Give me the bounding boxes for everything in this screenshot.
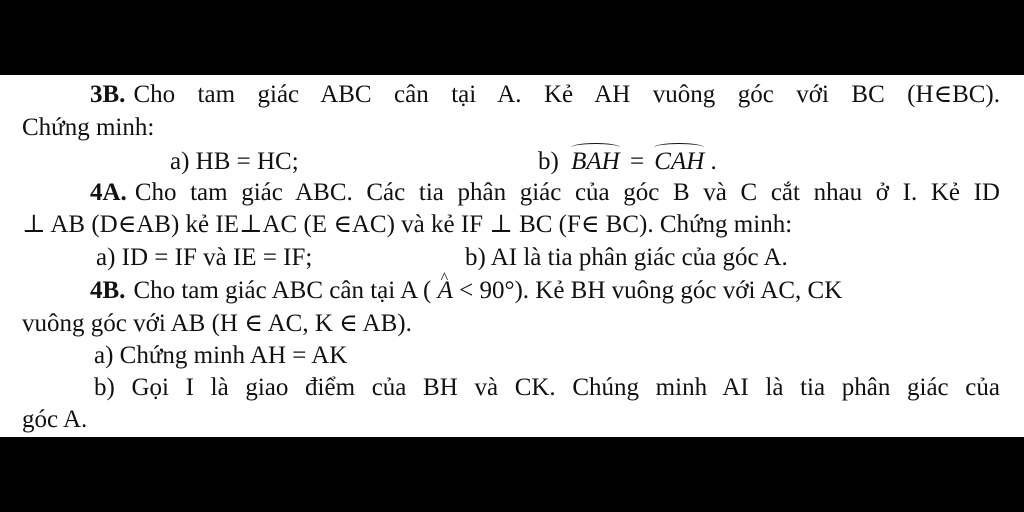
problem-4a-label: 4A. bbox=[90, 179, 127, 206]
problem-3b-line2: Chứng minh: bbox=[22, 114, 155, 141]
angle-a-hat: ^ A bbox=[438, 276, 453, 306]
problem-4a-part-b: b) AI là tia phân giác của góc A. bbox=[465, 244, 788, 271]
document-page bbox=[0, 75, 1024, 437]
problem-4a-line2: ⊥ AB (D∈AB) kẻ IE⊥AC (E ∈AC) và kẻ IF ⊥ BC (F∈ BC). Chứng minh: bbox=[22, 211, 793, 238]
problem-4a-text: Cho tam giác ABC. Các tia phân giác của góc B và C cắt nhau ở I. Kẻ ID bbox=[134, 179, 1000, 206]
problem-3b-part-b bbox=[538, 147, 717, 177]
angle-bah: BAH bbox=[571, 147, 620, 177]
problem-4b-line1 bbox=[22, 276, 1000, 306]
problem-4a-line1 bbox=[22, 178, 1000, 208]
problem-4b-part-b-line2: góc A. bbox=[22, 406, 88, 433]
problem-4a-part-a: a) ID = IF và IE = IF; bbox=[96, 244, 313, 271]
problem-3b-part-b-prefix: b) bbox=[538, 148, 559, 175]
problem-4b-line2: vuông góc với AB (H ∈ AC, K ∈ AB). bbox=[22, 310, 412, 337]
problem-4b-part-a: a) Chứng minh AH = AK bbox=[94, 342, 348, 369]
problem-4b-part-b bbox=[22, 373, 1000, 403]
problem-4b-label: 4B. bbox=[90, 277, 126, 304]
angle-cah: CAH bbox=[654, 147, 704, 177]
problem-4b-text bbox=[125, 276, 1000, 306]
problem-4b-part-b-text: b) Gọi I là giao điểm của BH và CK. Chúng minh AI là tia phân giác của bbox=[94, 374, 1000, 401]
equals-sign: = bbox=[629, 148, 645, 175]
problem-4b-text-before: Cho tam giác ABC cân tại A ( bbox=[133, 277, 432, 304]
problem-3b-part-a: a) HB = HC; bbox=[170, 148, 299, 175]
problem-4b-text-after: < 90°). Kẻ BH vuông góc với AC, CK bbox=[459, 277, 843, 304]
problem-3b-label: 3B. bbox=[90, 81, 126, 108]
problem-3b-line1 bbox=[22, 80, 1000, 110]
problem-3b-text: Cho tam giác ABC cân tại A. Kẻ AH vuông góc với BC (H∈BC). bbox=[133, 81, 1000, 108]
problem-3b-part-b-suffix: . bbox=[710, 148, 717, 175]
